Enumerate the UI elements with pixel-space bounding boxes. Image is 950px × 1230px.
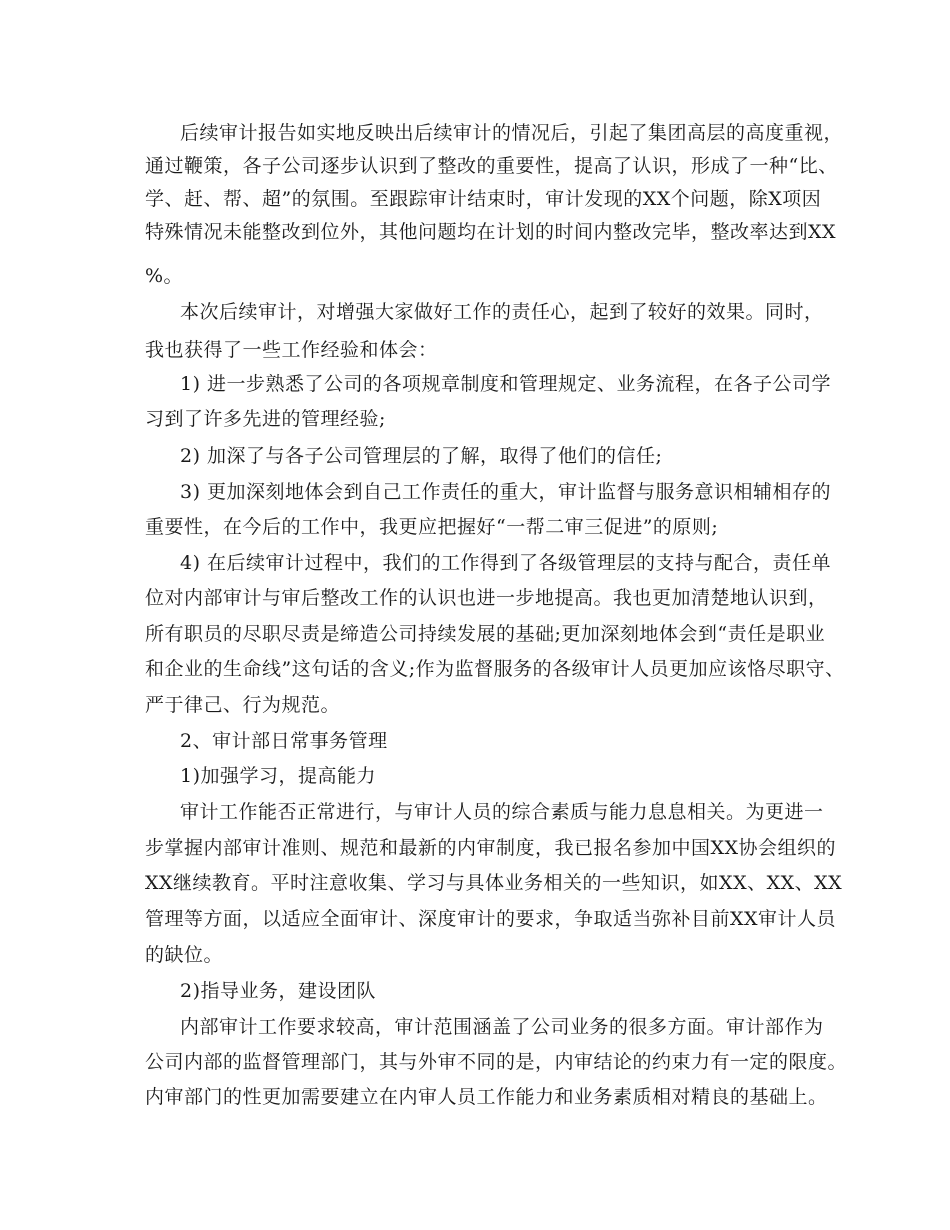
text-line: XX继续教育。平时注意收集、学习与具体业务相关的一些知识，如XX、XX、XX: [145, 872, 843, 894]
text-line: 我也获得了一些工作经验和体会：: [145, 339, 438, 361]
text-line: 所有职员的尽职尽责是缔造公司持续发展的基础;更加深刻地体会到“责任是职业: [145, 623, 826, 645]
text-line: 特殊情况未能整改到位外，其他问题均在计划的时间内整改完毕，整改率达到XX: [145, 221, 837, 243]
text-line: 的缺位。: [145, 944, 224, 966]
text-line: 本次后续审计，对增强大家做好工作的责任心，起到了较好的效果。同时，: [180, 301, 824, 323]
text-line: 学、赶、帮、超”的氛围。至跟踪审计结束时，审计发现的XX个问题，除X项因: [145, 188, 822, 210]
text-line: 重要性，在今后的工作中，我更应把握好“一帮二审三促进”的原则;: [145, 516, 719, 538]
subsection-heading: 2)指导业务，建设团队: [180, 980, 377, 1002]
text-line: 4) 在后续审计过程中，我们的工作得到了各级管理层的支持与配合，责任单: [180, 552, 832, 574]
text-line: 内部审计工作要求较高，审计范围涵盖了公司业务的很多方面。审计部作为: [180, 1016, 824, 1038]
text-line: 公司内部的监督管理部门，其与外审不同的是，内审结论的约束力有一定的限度。: [145, 1051, 848, 1073]
text-line: 1) 进一步熟悉了公司的各项规章制度和管理规定、业务流程，在各子公司学: [180, 373, 832, 395]
text-line: 严于律己、行为规范。: [145, 694, 341, 716]
text-line: 管理等方面，以适应全面审计、深度审计的要求，争取适当弥补目前XX审计人员: [145, 908, 837, 930]
text-line: 习到了许多先进的管理经验;: [145, 408, 386, 430]
text-line: 3) 更加深刻地体会到自己工作责任的重大，审计监督与服务意识相辅相存的: [180, 481, 832, 503]
text-line: %。: [145, 265, 184, 287]
text-line: 位对内部审计与审后整改工作的认识也进一步地提高。我也更加清楚地认识到，: [145, 587, 828, 609]
section-heading: 2、审计部日常事务管理: [180, 730, 388, 752]
subsection-heading: 1)加强学习，提高能力: [180, 765, 377, 787]
text-line: 内审部门的性更加需要建立在内审人员工作能力和业务素质相对精良的基础上。: [145, 1086, 828, 1108]
text-line: 2) 加深了与各子公司管理层的了解，取得了他们的信任;: [180, 445, 663, 467]
text-line: 步掌握内部审计准则、规范和最新的内审制度，我已报名参加中国XX协会组织的: [145, 837, 837, 859]
text-line: 和企业的生命线”这句话的含义;作为监督服务的各级审计人员更加应该恪尽职守、: [145, 658, 845, 680]
text-line: 后续审计报告如实地反映出后续审计的情况后，引起了集团高层的高度重视，: [180, 122, 844, 144]
text-line: 审计工作能否正常进行，与审计人员的综合素质与能力息息相关。为更进一: [180, 801, 824, 823]
text-line: 通过鞭策，各子公司逐步认识到了整改的重要性，提高了认识，形成了一种“比、: [145, 155, 838, 177]
